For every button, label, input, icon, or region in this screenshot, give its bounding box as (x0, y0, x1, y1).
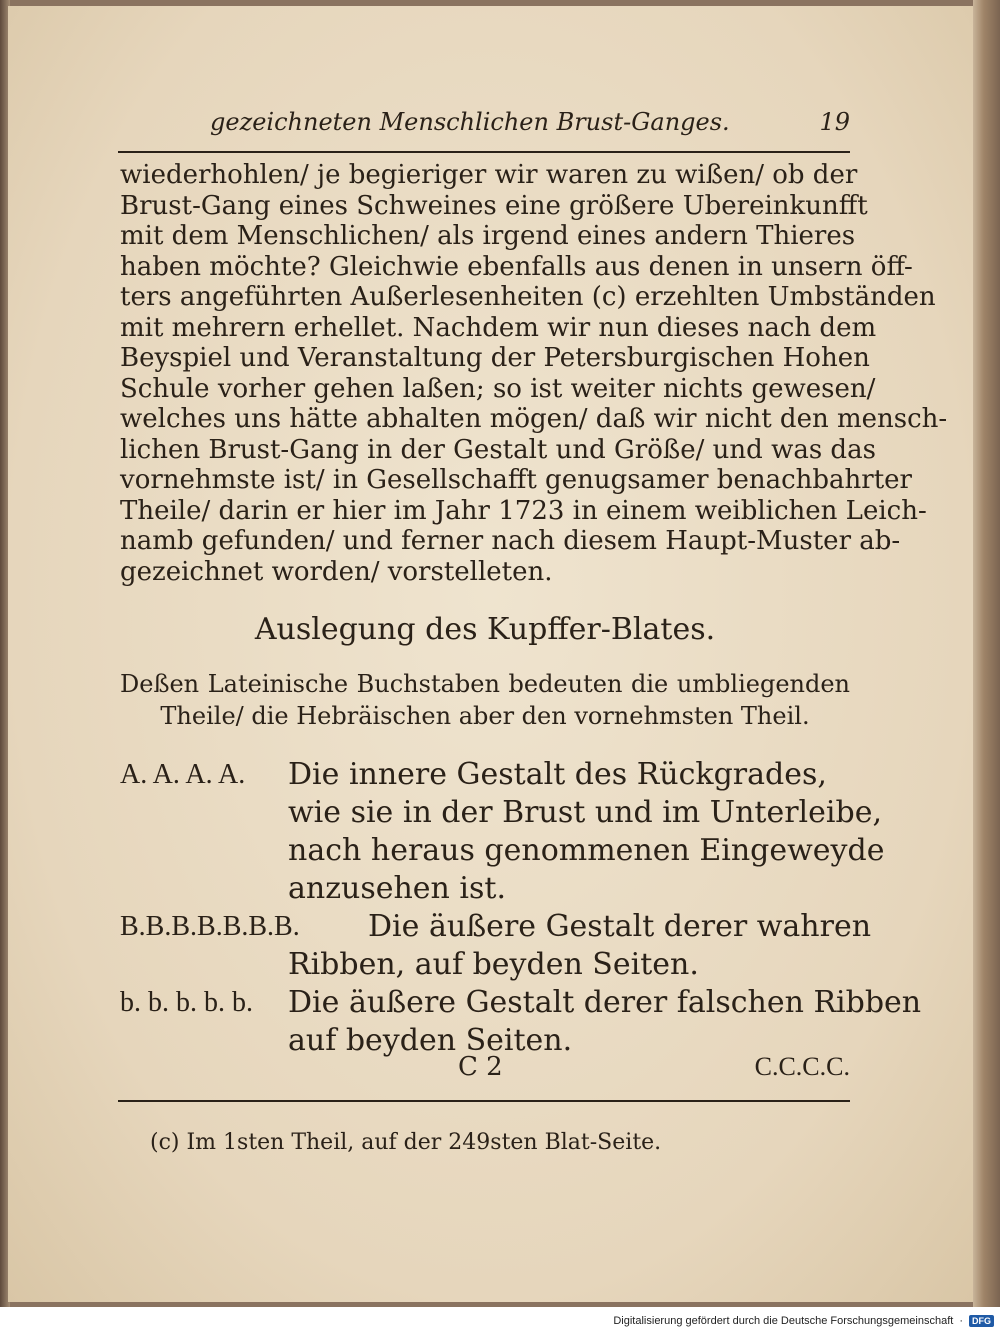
body-line: wiederhohlen/ je begieriger wir waren zu wißen/ ob der (120, 160, 858, 190)
body-line: welches uns hätte abhalten mögen/ daß wir nicht den mensch- (120, 404, 948, 434)
signature-mark: C 2 (458, 1052, 503, 1082)
legend-line: auf beyden Seiten. (288, 1023, 573, 1058)
body-line: Schule vorher gehen laßen; so ist weiter nichts gewesen/ (120, 373, 876, 404)
catchword: C.C.C.C. (754, 1052, 850, 1081)
body-line: vornehmste ist/ in Gesellschafft genugsamer benachbahrter (120, 465, 912, 495)
body-line: lichen Brust-Gang in der Gestalt und Größe/ und was das (120, 434, 876, 465)
body-text (120, 160, 948, 587)
body-line: haben möchte? Gleichwie ebenfalls aus denen in unsern öff- (120, 251, 913, 282)
body-line: Beyspiel und Veranstaltung der Petersburgischen Hohen (120, 343, 870, 373)
page-edge (973, 0, 1000, 1307)
legend-entry (120, 908, 872, 984)
legend-list (120, 756, 922, 1060)
section-heading: Auslegung des Kupffer-Blates. (254, 612, 716, 647)
legend-entry (120, 984, 922, 1060)
legend-label: B.B.B.B.B.B.B. (120, 911, 300, 942)
subheading-line: Theile/ die Hebräischen aber den vornehmsten Theil. (160, 702, 810, 730)
legend-entry (120, 756, 885, 908)
footnote-rule (118, 1100, 850, 1102)
legend-label: b. b. b. b. b. (120, 987, 253, 1018)
dfg-logo-icon: DFG (969, 1315, 994, 1327)
header-rule (118, 151, 850, 153)
digitization-credit: Digitalisierung gefördert durch die Deutsche Forschungsgemeinschaft · DFG (613, 1312, 994, 1330)
body-line: mit dem Menschlichen/ als irgend eines andern Thieres (120, 221, 856, 251)
section-subheading (120, 668, 850, 732)
footnote: (c) Im 1sten Theil, auf der 249sten Blat-Seite. (150, 1130, 662, 1155)
legend-line: anzusehen ist. (288, 871, 506, 906)
legend-line: Ribben, auf beyden Seiten. (288, 947, 699, 982)
page-number: 19 (819, 108, 850, 136)
header-title: gezeichneten Menschlichen Brust-Ganges. (210, 108, 730, 136)
legend-line: nach heraus genommenen Eingeweyde (288, 833, 885, 868)
body-line: Brust-Gang eines Schweines eine größere Ubereinkunfft (120, 190, 868, 221)
body-line: ters angeführten Außerlesenheiten (c) erzehlten Umbständen (120, 282, 936, 312)
running-header (210, 108, 850, 140)
legend-line: Die äußere Gestalt derer wahren (368, 909, 872, 944)
legend-line: wie sie in der Brust und im Unterleibe, (288, 795, 882, 830)
signature-line (120, 1052, 850, 1088)
body-line: Theile/ darin er hier im Jahr 1723 in einem weiblichen Leich- (120, 495, 927, 526)
legend-line: Die innere Gestalt des Rückgrades, (288, 757, 827, 792)
credit-text: Digitalisierung gefördert durch die Deutsche Forschungsgemeinschaft (613, 1315, 954, 1327)
subheading-line: Deßen Lateinische Buchstaben bedeuten die umbliegenden (120, 670, 850, 698)
legend-line: Die äußere Gestalt derer falschen Ribben (288, 985, 922, 1020)
body-line: mit mehrern erhellet. Nachdem wir nun dieses nach dem (120, 312, 877, 343)
body-line: gezeichnet worden/ vorstelleten. (120, 556, 553, 587)
body-line: namb gefunden/ und ferner nach diesem Haupt-Muster ab- (120, 526, 901, 556)
legend-label: A. A. A. A. (120, 759, 246, 790)
